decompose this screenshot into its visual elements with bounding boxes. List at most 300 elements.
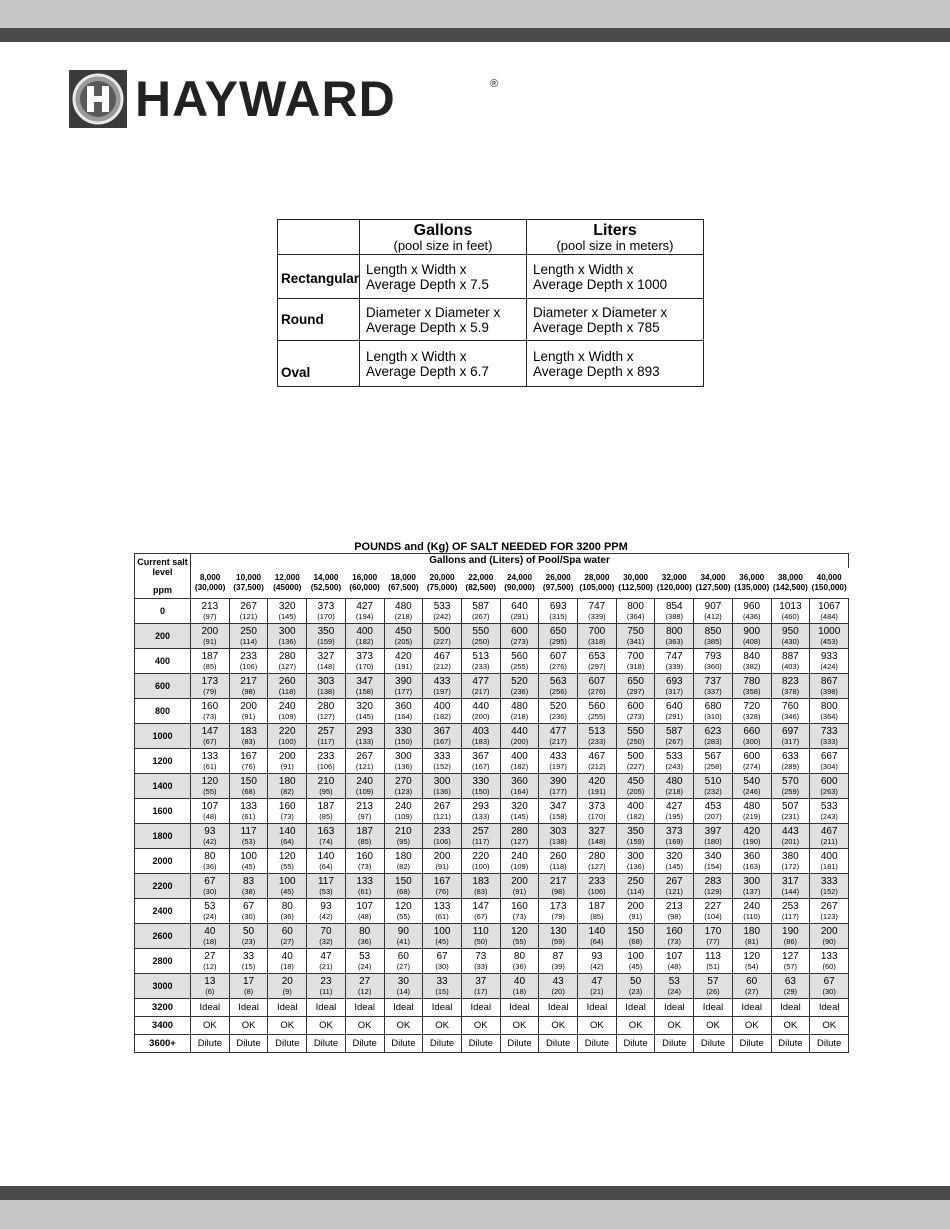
salt-amount-cell [307,724,346,749]
salt-amount-cell [616,924,655,949]
pounds-value: 87 [552,950,564,962]
kg-value: (64) [280,836,294,846]
pounds-value: 737 [704,675,722,687]
kg-value: (53) [319,886,333,896]
pounds-value: 507 [782,800,799,812]
pounds-value: 133 [201,750,219,762]
volume-column-header [345,568,384,598]
pounds-value: 373 [665,825,683,837]
kg-value: (106) [433,836,451,846]
pounds-value: 327 [317,650,335,662]
pounds-value: 420 [743,825,761,837]
kg-value: (54) [745,961,759,971]
kg-value: (145) [355,711,374,721]
salt-amount-cell [461,774,500,799]
kg-value: (85) [203,661,217,671]
kg-value: (117) [472,836,490,846]
pounds-value: 300 [278,625,296,637]
salt-amount-cell [191,949,230,974]
liters-value: (75,000) [426,583,458,593]
salt-amount-cell [810,674,849,699]
pool-volume-formula-table [277,219,704,387]
kg-value: (236) [510,686,529,696]
salt-table-title: POUNDS and (Kg) OF SALT NEEDED FOR 3200 PPM [354,541,628,553]
kg-value: (15) [435,986,449,996]
pounds-value: 340 [704,850,722,862]
kg-value: (259) [781,786,800,796]
pounds-value: 560 [511,650,528,662]
kg-value: (227) [626,761,645,771]
formula-line: Average Depth x 7.5 [366,276,489,292]
row-header-line: Current salt [137,557,188,567]
salt-amount-cell [539,899,578,924]
kg-value: (77) [706,936,720,946]
salt-amount-cell [384,874,423,899]
salt-amount-cell [732,949,771,974]
kg-value: (382) [742,661,761,671]
status-cell: Ideal [578,999,617,1017]
salt-amount-cell [578,599,617,624]
salt-amount-cell [423,624,462,649]
kg-value: (242) [433,611,451,621]
salt-amount-cell [307,774,346,799]
kg-value: (315) [549,611,567,621]
pounds-value: 1067 [818,600,841,612]
shape-rectangular: Rectangular [278,255,360,299]
salt-amount-cell [268,799,307,824]
kg-value: (76) [435,886,449,896]
kg-value: (6) [205,986,215,996]
pounds-value: 83 [242,875,255,887]
pounds-value: 127 [782,950,799,962]
kg-value: (60) [822,961,836,971]
salt-amount-cell [732,774,771,799]
salt-amount-cell [423,849,462,874]
volume-column-header [268,568,307,598]
salt-amount-cell [655,599,694,624]
pounds-value: 350 [317,625,335,637]
ppm-level: 2000 [135,849,191,874]
salt-amount-cell [655,749,694,774]
kg-value: (250) [626,736,645,746]
salt-amount-cell [384,649,423,674]
pounds-value: 760 [782,700,799,712]
kg-value: (297) [626,686,645,696]
pounds-value: 233 [433,825,451,837]
pounds-value: 107 [201,800,219,812]
salt-amount-cell [732,924,771,949]
salt-amount-cell [616,599,655,624]
pounds-value: 147 [201,725,219,737]
volume-column-header [423,568,462,598]
pounds-value: 480 [395,600,412,612]
formula-header-gallons [360,220,527,255]
kg-value: (207) [704,811,722,821]
liters-value: (52,500) [310,583,342,593]
kg-value: (364) [626,611,645,621]
salt-amount-cell [191,774,230,799]
kg-value: (218) [510,711,529,721]
salt-amount-cell [732,849,771,874]
table-row [135,874,849,899]
kg-value: (133) [472,811,490,821]
pounds-value: 933 [820,650,838,662]
kg-value: (310) [704,711,722,721]
pounds-value: 640 [511,600,528,612]
pounds-value: 747 [665,650,683,662]
pounds-value: 23 [320,975,332,987]
pounds-value: 320 [511,800,528,812]
salt-amount-cell [771,699,810,724]
pounds-value: 120 [511,925,528,937]
table-row [135,799,849,824]
volume-column-header [810,568,849,598]
salt-amount-cell [500,749,539,774]
table-row [135,774,849,799]
kg-value: (145) [278,611,297,621]
salt-amount-cell [423,649,462,674]
kg-value: (150) [394,736,413,746]
pounds-value: 747 [588,600,606,612]
formula-line: Average Depth x 6.7 [366,363,489,379]
kg-value: (91) [435,861,449,871]
salt-amount-cell [384,799,423,824]
salt-amount-cell [500,699,539,724]
pounds-value: 400 [433,700,451,712]
pounds-value: 330 [395,725,412,737]
kg-value: (145) [665,861,684,871]
salt-amount-cell [500,674,539,699]
status-cell: Ideal [345,999,384,1017]
pounds-value: 240 [395,800,412,812]
salt-amount-cell [539,599,578,624]
kg-value: (136) [433,786,451,796]
kg-value: (73) [357,861,372,871]
kg-value: (85) [590,911,604,921]
brand-name: HAYWARD [135,71,396,127]
kg-value: (273) [626,711,645,721]
pounds-value: 63 [784,975,796,987]
kg-value: (127) [510,836,529,846]
pounds-value: 440 [472,700,490,712]
salt-amount-cell [307,749,346,774]
salt-amount-cell [694,649,733,674]
top-band-light [0,0,950,28]
pounds-value: 513 [472,650,490,662]
volume-column-header [307,568,346,598]
salt-amount-cell [423,674,462,699]
pounds-value: 147 [472,900,490,912]
status-cell: OK [539,1017,578,1035]
kg-value: (61) [357,886,372,896]
kg-value: (159) [317,636,335,646]
kg-value: (11) [319,986,333,996]
status-row [135,1035,849,1053]
pounds-value: 1013 [779,600,802,612]
kg-value: (29) [783,986,798,996]
kg-value: (197) [549,761,567,771]
pounds-value: 280 [588,850,606,862]
pounds-value: 267 [665,875,683,887]
salt-amount-cell [307,599,346,624]
kg-value: (430) [781,636,800,646]
salt-amount-cell [345,599,384,624]
ppm-level: 600 [135,674,191,699]
pounds-value: 400 [820,850,838,862]
kg-value: (55) [203,786,217,796]
pounds-value: 107 [356,900,373,912]
pounds-value: 333 [820,875,838,887]
pounds-value: 960 [743,600,761,612]
kg-value: (48) [357,911,372,921]
salt-amount-cell [694,724,733,749]
volume-column-header [616,568,655,598]
pounds-value: 90 [397,925,409,937]
pounds-value: 450 [627,775,644,787]
salt-amount-cell [616,649,655,674]
pounds-value: 250 [627,875,644,887]
pounds-value: 433 [549,750,567,762]
kg-value: (64) [319,861,333,871]
salt-amount-cell [191,824,230,849]
salt-amount-cell [345,924,384,949]
pounds-value: 40 [204,925,216,937]
pounds-value: 733 [820,725,838,737]
liters-value: (105,000) [579,583,615,593]
status-cell: OK [771,1017,810,1035]
kg-value: (109) [510,861,529,871]
status-cell: OK [191,1017,230,1035]
pounds-value: 800 [665,625,683,637]
hayward-logo [69,70,499,128]
salt-amount-cell [191,724,230,749]
salt-amount-cell [345,749,384,774]
pounds-value: 150 [395,875,412,887]
kg-value: (36) [280,911,294,921]
pounds-value: 270 [395,775,412,787]
kg-value: (267) [472,611,490,621]
kg-value: (276) [588,686,606,696]
pounds-value: 360 [743,850,761,862]
kg-value: (30) [435,961,449,971]
kg-value: (76) [241,761,256,771]
pounds-value: 443 [782,825,799,837]
pounds-value: 450 [395,625,412,637]
pounds-value: 187 [588,900,606,912]
formula-header-blank [278,220,360,255]
salt-amount-cell [461,724,500,749]
gallons-value: 10,000 [236,573,262,583]
salt-amount-cell [191,699,230,724]
formula-cell [360,341,527,387]
pounds-value: 400 [356,625,373,637]
gallons-value: 14,000 [313,573,339,583]
kg-value: (64) [590,936,604,946]
kg-value: (300) [742,736,761,746]
pounds-value: 217 [240,675,257,687]
pounds-value: 380 [782,850,799,862]
kg-value: (137) [742,886,761,896]
salt-amount-cell [461,899,500,924]
salt-amount-cell [384,899,423,924]
salt-amount-cell [578,749,617,774]
salt-amount-cell [345,949,384,974]
pounds-value: 180 [278,775,296,787]
kg-value: (378) [781,686,800,696]
kg-value: (182) [626,811,645,821]
pounds-value: 233 [588,875,606,887]
salt-amount-cell [423,599,462,624]
formula-cell [527,299,704,341]
salt-amount-cell [694,849,733,874]
pounds-value: 53 [668,975,680,987]
pounds-value: 60 [281,925,293,937]
kg-value: (164) [394,711,413,721]
kg-value: (148) [588,836,606,846]
salt-amount-cell [423,749,462,774]
pounds-value: 67 [823,975,835,987]
pounds-value: 347 [549,800,567,812]
salt-amount-cell [810,824,849,849]
pounds-value: 200 [433,850,451,862]
salt-amount-cell [500,874,539,899]
pounds-value: 607 [588,675,606,687]
status-cell: OK [461,1017,500,1035]
kg-value: (436) [742,611,761,621]
salt-amount-cell [191,624,230,649]
status-cell: OK [384,1017,423,1035]
status-cell: OK [500,1017,539,1035]
pounds-value: 20 [281,975,293,987]
salt-amount-cell [539,649,578,674]
salt-amount-cell [539,699,578,724]
salt-amount-cell [384,699,423,724]
kg-value: (195) [665,811,684,821]
salt-amount-cell [655,774,694,799]
pounds-value: 110 [472,925,489,937]
pounds-value: 520 [511,675,528,687]
kg-value: (26) [706,986,720,996]
pounds-value: 680 [704,700,722,712]
kg-value: (98) [241,686,256,696]
kg-value: (318) [588,636,606,646]
salt-amount-cell [655,924,694,949]
table-row [135,624,849,649]
kg-value: (61) [435,911,449,921]
salt-amount-cell [771,774,810,799]
salt-amount-cell [578,799,617,824]
table-row [135,724,849,749]
salt-amount-cell [191,599,230,624]
pounds-value: 550 [627,725,644,737]
pounds-value: 293 [356,725,373,737]
pounds-value: 600 [511,625,528,637]
kg-value: (233) [588,736,606,746]
status-cell: OK [732,1017,771,1035]
gallons-value: 26,000 [545,573,571,583]
kg-value: (38) [241,886,256,896]
kg-value: (36) [203,861,217,871]
salt-amount-cell [810,624,849,649]
kg-value: (170) [355,661,374,671]
kg-value: (121) [239,611,258,621]
pounds-value: 400 [627,800,644,812]
kg-value: (276) [549,661,567,671]
ppm-level: 2200 [135,874,191,899]
salt-amount-cell [655,974,694,999]
formula-line: Average Depth x 785 [533,319,660,335]
kg-value: (200) [510,736,529,746]
kg-value: (191) [394,661,413,671]
pounds-value: 320 [356,700,373,712]
ppm-level: 3200 [135,999,191,1017]
pounds-value: 700 [588,625,606,637]
salt-amount-cell [771,949,810,974]
kg-value: (205) [394,636,413,646]
kg-value: (18) [512,986,527,996]
pounds-value: 183 [240,725,257,737]
table-row [135,974,849,999]
kg-value: (283) [704,736,722,746]
salt-amount-cell [655,724,694,749]
salt-amount-cell [771,624,810,649]
status-cell: Ideal [500,999,539,1017]
salt-amount-cell [771,674,810,699]
kg-value: (55) [512,936,527,946]
kg-value: (57) [783,961,798,971]
salt-amount-cell [771,874,810,899]
salt-amount-cell [268,974,307,999]
status-cell: Dilute [616,1035,655,1053]
pounds-value: 587 [665,725,683,737]
salt-amount-cell [345,874,384,899]
kg-value: (291) [665,711,684,721]
pounds-value: 40 [281,950,293,962]
salt-amount-cell [810,924,849,949]
pounds-value: 240 [278,700,296,712]
kg-value: (236) [549,711,567,721]
pounds-value: 300 [395,750,412,762]
status-cell: Ideal [732,999,771,1017]
pounds-value: 140 [317,850,335,862]
salt-amount-cell [268,674,307,699]
pounds-value: 260 [278,675,296,687]
status-cell: Dilute [771,1035,810,1053]
kg-value: (9) [282,986,292,996]
kg-value: (83) [241,736,256,746]
ppm-level: 2400 [135,899,191,924]
liters-value: (82,500) [465,583,497,593]
salt-amount-cell [771,724,810,749]
kg-value: (339) [588,611,606,621]
volume-column-header [500,568,539,598]
salt-amount-cell [539,624,578,649]
kg-value: (36) [512,961,527,971]
salt-amount-cell [810,799,849,824]
salt-amount-cell [461,924,500,949]
salt-amount-cell [578,674,617,699]
pounds-value: 210 [317,775,335,787]
shape-round: Round [278,299,360,341]
status-cell: Dilute [307,1035,346,1053]
kg-value: (48) [203,811,217,821]
volume-column-header [191,568,230,598]
pounds-value: 823 [782,675,799,687]
salt-amount-cell [578,724,617,749]
kg-value: (317) [781,736,800,746]
formula-line: Average Depth x 1000 [533,276,668,292]
salt-amount-cell [423,899,462,924]
